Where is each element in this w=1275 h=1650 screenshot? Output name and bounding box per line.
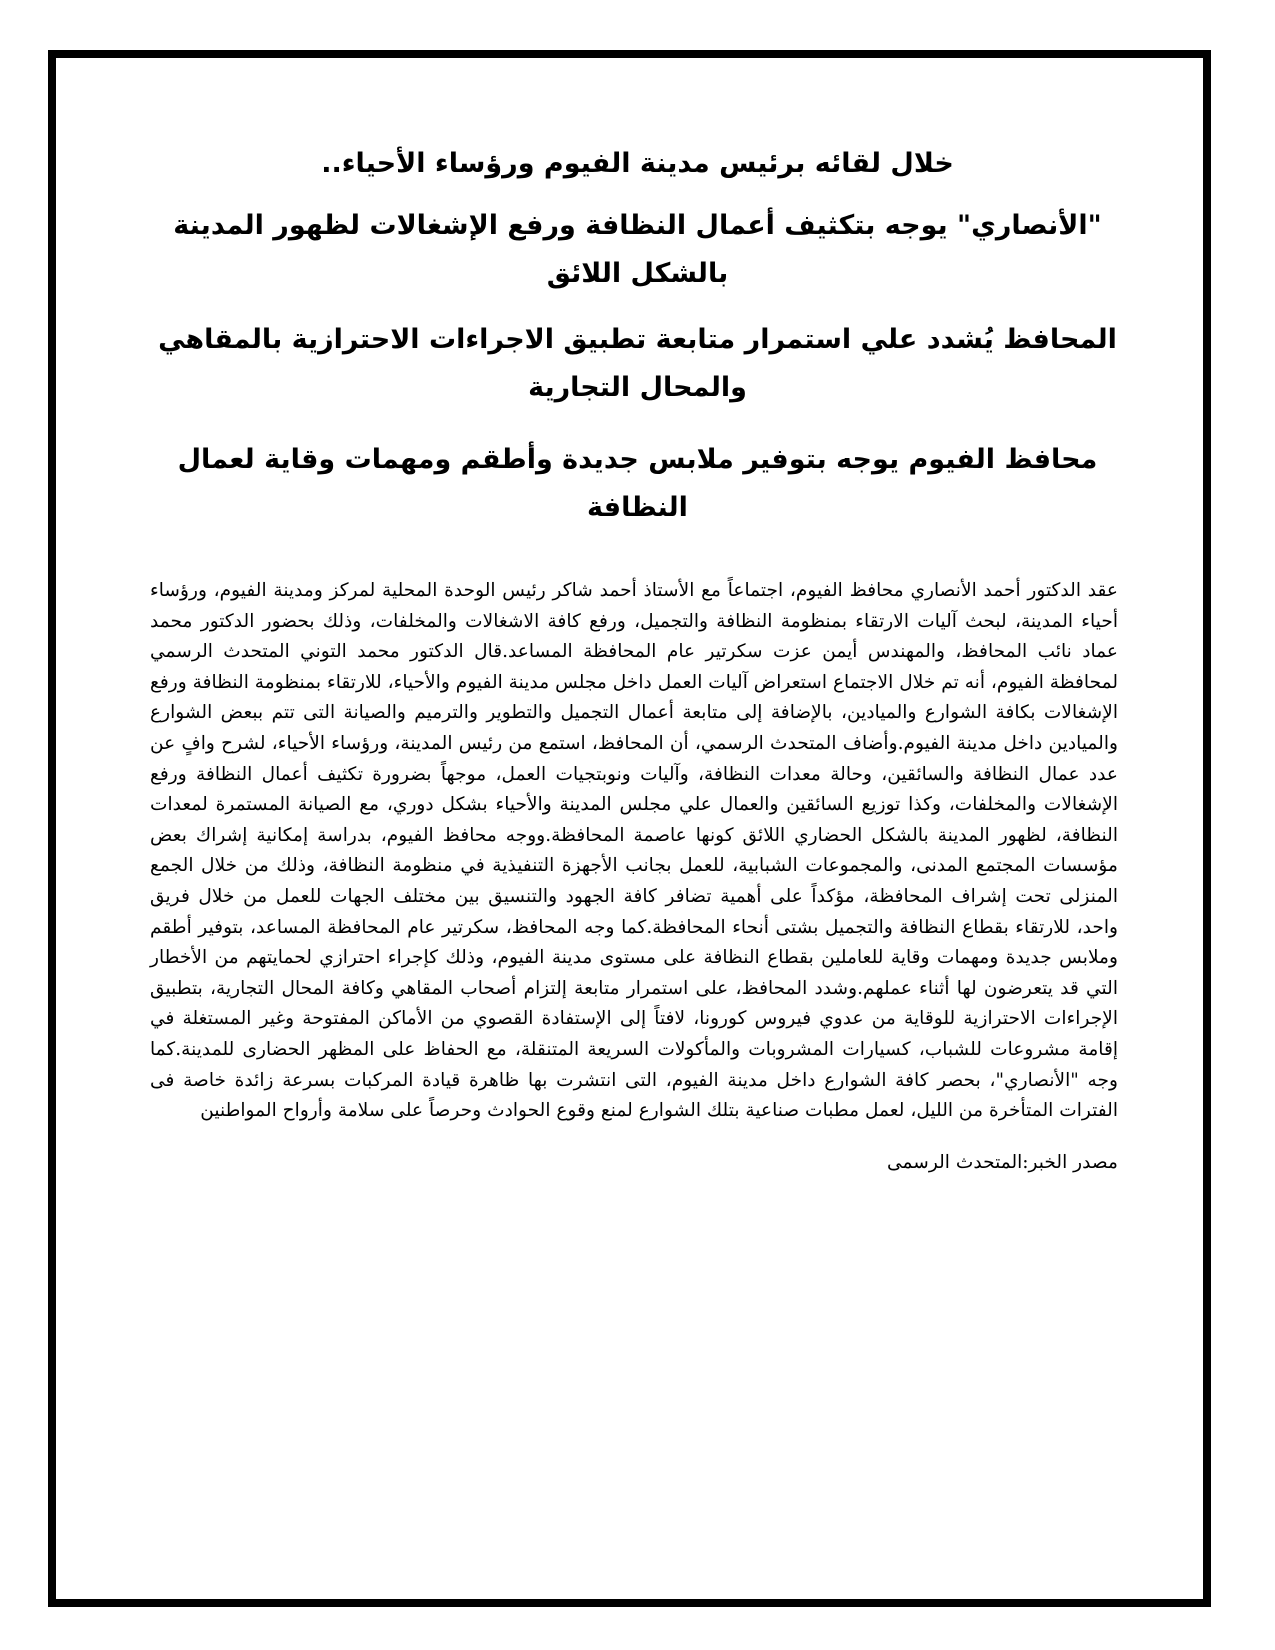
headlines-block [150, 140, 1125, 532]
headline-3: المحافظ يُشدد علي استمرار متابعة تطبيق الاجراءات الاحترازية بالمقاهي والمحال التجارية [158, 324, 1117, 403]
headline-4: محافظ الفيوم يوجه بتوفير ملابس جديدة وأطقم ومهمات وقاية لعمال النظافة [177, 444, 1098, 523]
news-source: مصدر الخبر:المتحدث الرسمى [887, 1152, 1118, 1173]
article-body: عقد الدكتور أحمد الأنصاري محافظ الفيوم، اجتماعاً مع الأستاذ أحمد شاكر رئيس الوحدة المحلية لمركز ومدينة الفيوم، ورؤساء أحياء المدينة، لبحث آليات الارتقاء بمنظومة النظافة والتجميل، ورفع كافة الاشغالات والمخلفات، وذلك بحضور الدكتور محمد عماد نائب المحافظ، والمهندس أيمن عزت سكرتير عام المحافظة المساعد.قال الدكتور محمد التوني المتحدث الرسمي لمحافظة الفيوم، أنه تم خلال الاجتماع استعراض آليات العمل داخل مجلس مدينة الفيوم والأحياء، للارتقاء بمنظومة النظافة ورفع الإشغالات بكافة الشوارع والميادين، بالإضافة إلى متابعة أعمال التجميل والتطوير والترميم والصيانة التى تتم ببعض الشوارع والميادين داخل مدينة الفيوم.وأضاف المتحدث الرسمي، أن المحافظ، استمع من رئيس المدينة، ورؤساء الأحياء، لشرح وافٍ عن عدد عمال النظافة والسائقين، وحالة معدات النظافة، وآليات ونوبتجيات العمل، موجهاً بضرورة تكثيف أعمال النظافة ورفع الإشغالات والمخلفات، وكذا توزيع السائقين والعمال علي مجلس المدينة والأحياء بشكل دوري، مع الصيانة المستمرة لمعدات النظافة، لظهور المدينة بالشكل الحضاري اللائق كونها عاصمة المحافظة.ووجه محافظ الفيوم، بدراسة إمكانية إشراك بعض مؤسسات المجتمع المدنى، والمجموعات الشبابية، للعمل بجانب الأجهزة التنفيذية في منظومة النظافة، وذلك من خلال الجمع المنزلى تحت إشراف المحافظة، مؤكداً على أهمية تضافر كافة الجهود والتنسيق بين مختلف الجهات للعمل من خلال فريق واحد، للارتقاء بقطاع النظافة والتجميل بشتى أنحاء المحافظة.كما وجه المحافظ، سكرتير عام المحافظة المساعد، بتوفير أطقم وملابس جديدة ومهمات وقاية للعاملين بقطاع النظافة على مستوى مدينة الفيوم، وذلك كإجراء احترازي لحمايتهم من الأخطار التي قد يتعرضون لها أثناء عملهم.وشدد المحافظ، على استمرار متابعة إلتزام أصحاب المقاهي وكافة المحال التجارية، بتطبيق الإجراءات الاحترازية للوقاية من عدوي فيروس كورونا، لافتاً إلى الإستفادة القصوي من الأماكن المفتوحة وغير المستغلة في إقامة مشروعات للشباب، كسيارات المشروبات والمأكولات السريعة المتنقلة، مع الحفاظ على المظهر الحضارى للمدينة.كما وجه "الأنصاري"، بحصر كافة الشوارع داخل مدينة الفيوم، التى انتشرت بها ظاهرة قيادة المركبات بسرعة زائدة خاصة فى الفترات المتأخرة من الليل، لعمل مطبات صناعية بتلك الشوارع لمنع وقوع الحوادث وحرصاً على سلامة وأرواح المواطنين [149, 580, 1118, 1122]
headline-1: خلال لقائه برئيس مدينة الفيوم ورؤساء الأحياء.. [321, 148, 954, 179]
headline-2: "الأنصاري" يوجه بتكثيف أعمال النظافة ورفع الإشغالات لظهور المدينة بالشكل اللائق [173, 210, 1102, 289]
